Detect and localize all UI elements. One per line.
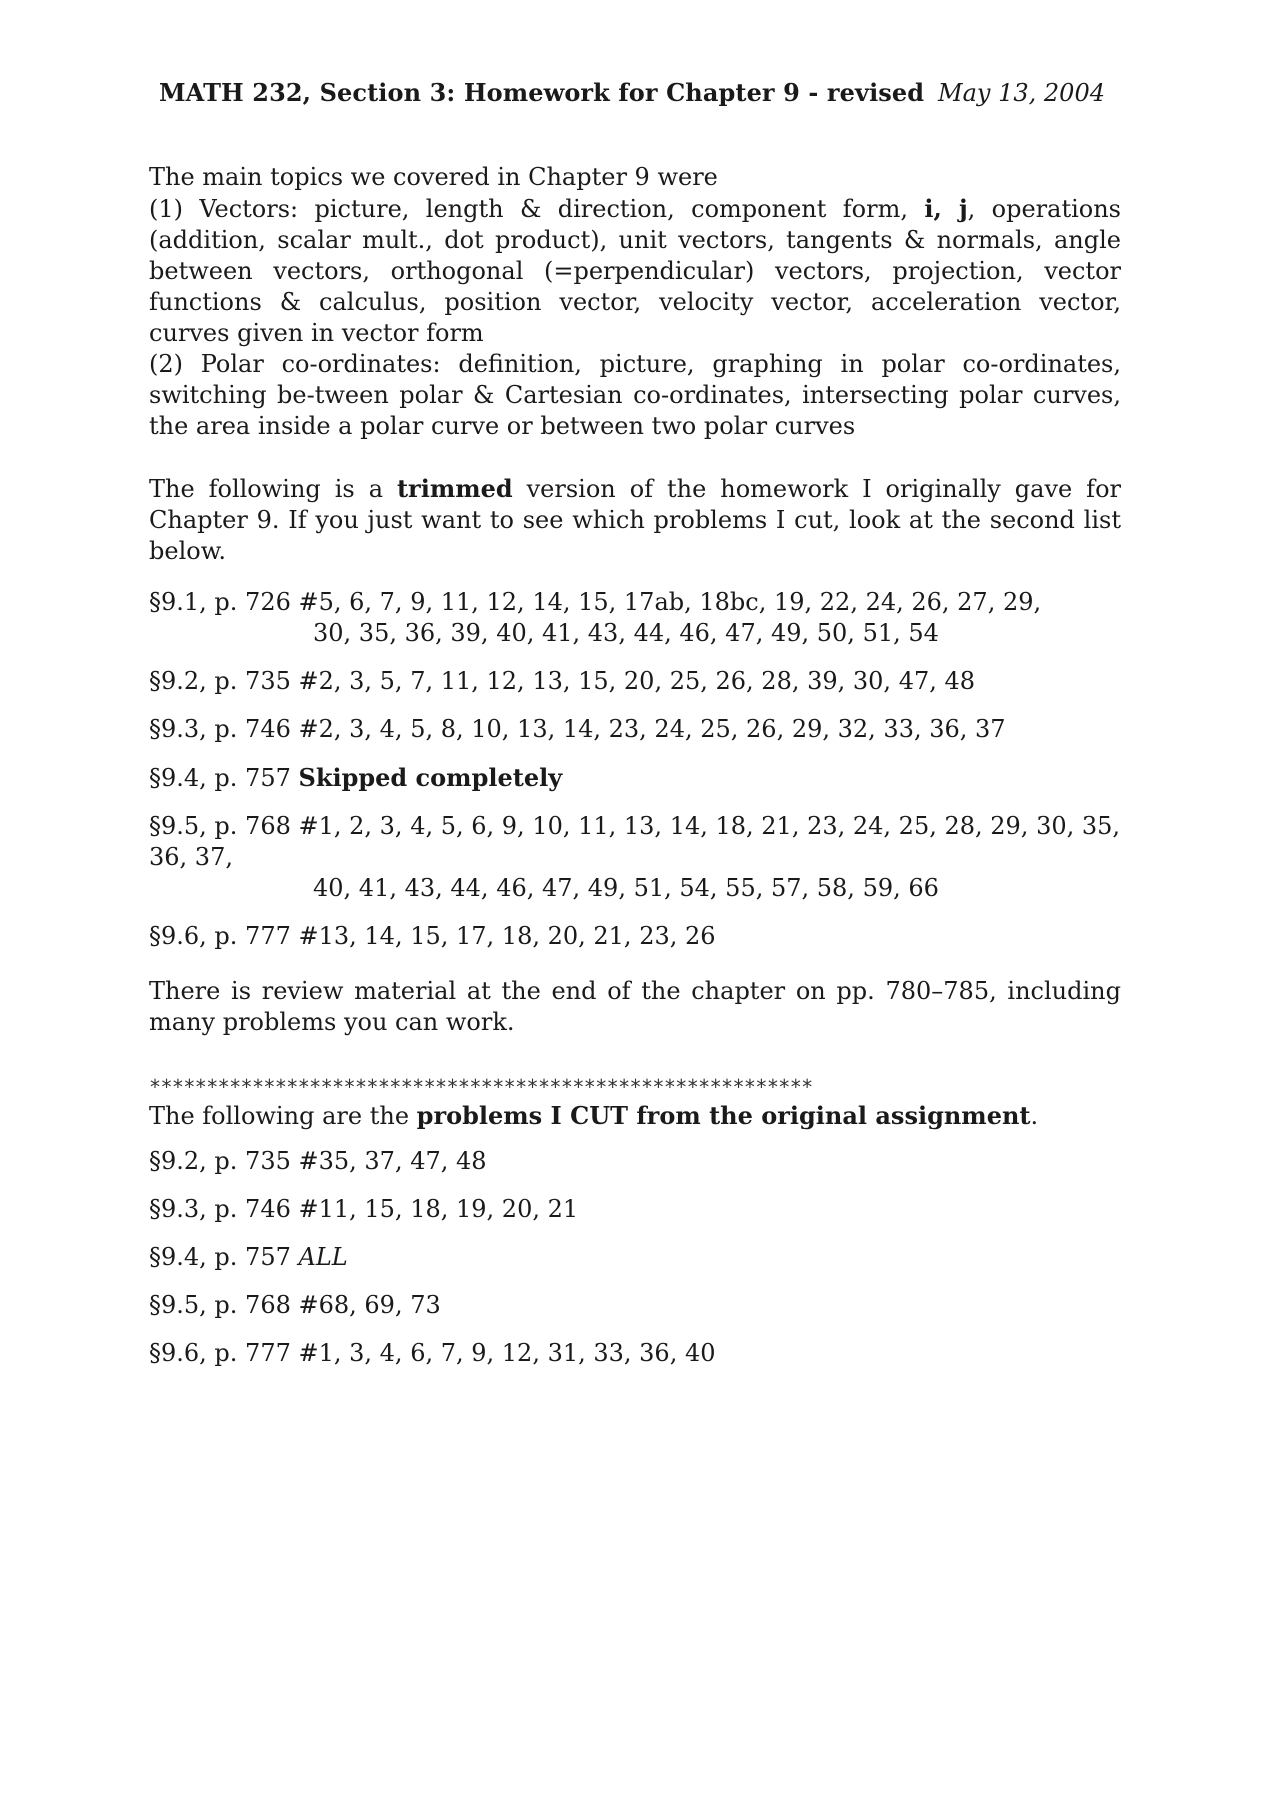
trimmed-intro xyxy=(149,473,1121,567)
assignment-item xyxy=(149,666,1121,697)
cut-item xyxy=(149,1290,1121,1321)
topics-polar: (2) Polar co-ordinates: definition, picture, graphing in polar co-ordinates, switching be-tween polar & Cartesian co-ordinates, intersecting polar curves, the area inside a polar curve or between two polar curves xyxy=(149,350,1121,440)
cut-intro-before: The following are the xyxy=(149,1102,417,1130)
trimmed-intro-bold: trimmed xyxy=(396,474,513,503)
assignment-problems-continued: 40, 41, 43, 44, 46, 47, 49, 51, 54, 55, 57, 58, 59, 66 xyxy=(313,874,939,902)
assignment-list xyxy=(149,587,1121,952)
topics-vectors xyxy=(149,193,1121,349)
cut-item xyxy=(149,1338,1121,1369)
cut-intro-bold: problems I CUT from the original assignment xyxy=(416,1101,1031,1130)
document-title: MATH 232, Section 3: Homework for Chapter 9 - revised xyxy=(159,78,925,107)
cut-section: §9.4, p. 757 xyxy=(149,1243,291,1271)
assignment-section: §9.6, p. 777 xyxy=(149,922,291,950)
topics-paragraph xyxy=(149,162,1121,442)
vectors-ij: i, j xyxy=(924,194,968,223)
assignment-section: §9.1, p. 726 xyxy=(149,588,291,616)
trimmed-intro-after: version of the homework I originally gave for Chapter 9. If you just want to see which problems I cut, look at the second list below. xyxy=(149,475,1121,565)
assignment-section: §9.2, p. 735 xyxy=(149,667,291,695)
document-header xyxy=(149,78,1121,107)
assignment-problems: #13, 14, 15, 17, 18, 20, 21, 23, 26 xyxy=(298,922,716,950)
assignment-problems: #2, 3, 4, 5, 8, 10, 13, 14, 23, 24, 25, 26, 29, 32, 33, 36, 37 xyxy=(298,715,1006,743)
cut-section: §9.5, p. 768 xyxy=(149,1291,291,1319)
cut-item xyxy=(149,1242,1121,1273)
cut-problems: #1, 3, 4, 6, 7, 9, 12, 31, 33, 36, 40 xyxy=(298,1339,716,1367)
cut-item xyxy=(149,1194,1121,1225)
cut-problems: #68, 69, 73 xyxy=(298,1291,441,1319)
assignment-item xyxy=(149,587,1121,649)
cut-section: §9.6, p. 777 xyxy=(149,1339,291,1367)
assignment-problems: #1, 2, 3, 4, 5, 6, 9, 10, 11, 13, 14, 18, 21, 23, 24, 25, 28, 29, 30, 35, 36, 37, xyxy=(149,812,1121,871)
vectors-rest: , operations (addition, scalar mult., dot product), unit vectors, tangents & normals, angle between vectors, orthogonal (=perpendicular) vectors, projection, vector functions & calculus, position vector, velocity vector, acceleration vector, curves given in vector form xyxy=(149,195,1122,347)
vectors-prefix: (1) Vectors: picture, length & direction, component form, xyxy=(149,195,925,223)
assignment-item xyxy=(149,921,1121,952)
assignment-item xyxy=(149,811,1121,904)
cut-problems: #11, 15, 18, 19, 20, 21 xyxy=(298,1195,579,1223)
cut-intro xyxy=(149,1100,1121,1132)
assignment-problems: #2, 3, 5, 7, 11, 12, 13, 15, 20, 25, 26, 28, 39, 30, 47, 48 xyxy=(298,667,976,695)
assignment-problems: Skipped completely xyxy=(298,763,563,792)
assignment-problems-continued: 30, 35, 36, 39, 40, 41, 43, 44, 46, 47, 49, 50, 51, 54 xyxy=(313,619,939,647)
cut-problems: ALL xyxy=(298,1243,348,1271)
assignment-section: §9.3, p. 746 xyxy=(149,715,291,743)
cut-section: §9.3, p. 746 xyxy=(149,1195,291,1223)
document-date: May 13, 2004 xyxy=(938,79,1105,107)
document-page xyxy=(149,78,1121,1386)
separator-line: ********************************************************** xyxy=(149,1075,813,1099)
cut-item xyxy=(149,1146,1121,1177)
cut-problems: #35, 37, 47, 48 xyxy=(298,1147,487,1175)
assignment-section: §9.5, p. 768 xyxy=(149,812,291,840)
topics-intro: The main topics we covered in Chapter 9 were xyxy=(149,163,718,191)
trimmed-intro-before: The following is a xyxy=(149,475,397,503)
cut-section: §9.2, p. 735 xyxy=(149,1147,291,1175)
assignment-section: §9.4, p. 757 xyxy=(149,764,291,792)
assignment-item xyxy=(149,762,1121,794)
cut-intro-after: . xyxy=(1030,1102,1039,1130)
assignment-problems: #5, 6, 7, 9, 11, 12, 14, 15, 17ab, 18bc, 19, 22, 24, 26, 27, 29, xyxy=(298,588,1042,616)
assignment-item xyxy=(149,714,1121,745)
review-note: There is review material at the end of the chapter on pp. 780–785, including many problems you can work. xyxy=(149,977,1121,1036)
cut-list xyxy=(149,1146,1121,1369)
